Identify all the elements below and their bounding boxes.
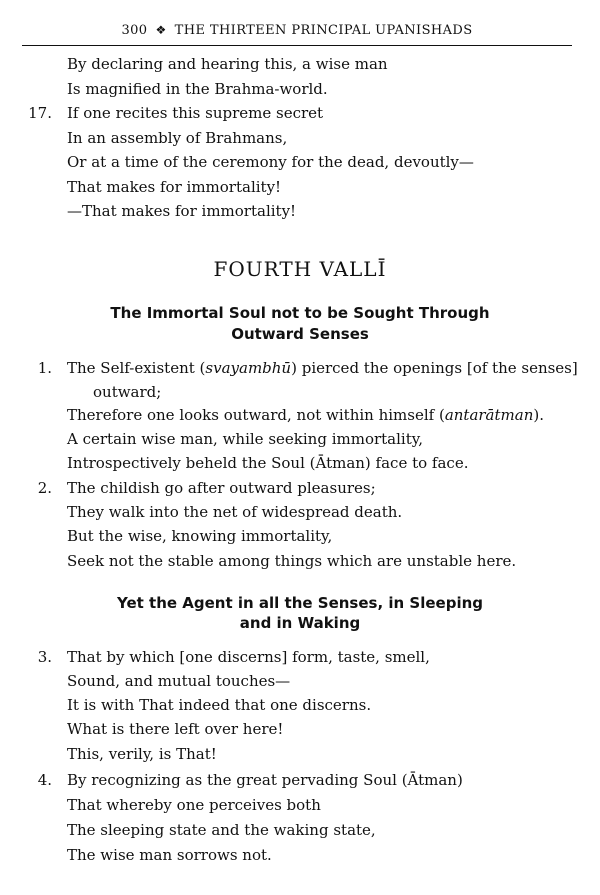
verse-number: 4. bbox=[37, 771, 52, 789]
verse-line: Sound, and mutual touches— bbox=[67, 672, 291, 690]
verse-line: —That makes for immortality! bbox=[67, 202, 297, 220]
verse-line: That whereby one perceives both bbox=[67, 796, 321, 814]
verse-line: They walk into the net of widespread death. bbox=[67, 503, 403, 521]
subheading-line: and in Waking bbox=[239, 614, 361, 632]
subheading-line: Outward Senses bbox=[231, 325, 369, 343]
section-heading: FOURTH VALLĪ bbox=[213, 257, 387, 281]
verse-number: 2. bbox=[37, 479, 52, 497]
verse-line: That by which [one discerns] form, taste, smell, bbox=[67, 648, 430, 666]
verse-number: 17. bbox=[28, 104, 52, 122]
subheading-line: The Immortal Soul not to be Sought Through bbox=[110, 304, 490, 322]
subheading-line: Yet the Agent in all the Senses, in Sleeping bbox=[116, 594, 484, 612]
sanskrit-term: antarātman bbox=[444, 406, 534, 424]
running-header bbox=[22, 23, 572, 46]
verse-line: The childish go after outward pleasures; bbox=[67, 479, 376, 497]
verse-line: If one recites this supreme secret bbox=[67, 104, 324, 122]
verse-line: A certain wise man, while seeking immortality, bbox=[67, 430, 423, 448]
verse-line: The Self-existent (svayambhū) pierced the openings [of the senses] bbox=[67, 359, 578, 377]
verse-number: 1. bbox=[37, 359, 52, 377]
verse-number: 3. bbox=[37, 648, 52, 666]
text-line: Is magnified in the Brahma-world. bbox=[67, 80, 328, 98]
verse-line: Therefore one looks outward, not within himself (antarātman). bbox=[67, 406, 544, 424]
verse-line: But the wise, knowing immortality, bbox=[67, 527, 333, 545]
verse-line: This, verily, is That! bbox=[67, 745, 217, 763]
verse-line: The wise man sorrows not. bbox=[67, 846, 272, 864]
verse-line: By recognizing as the great pervading Soul (Ātman) bbox=[67, 771, 463, 789]
running-title: THE THIRTEEN PRINCIPAL UPANISHADS bbox=[174, 23, 473, 38]
verse-line: Or at a time of the ceremony for the dead, devoutly— bbox=[67, 153, 474, 171]
verse-line: It is with That indeed that one discerns. bbox=[67, 696, 372, 714]
text-line: By declaring and hearing this, a wise man bbox=[67, 55, 388, 73]
verse-line: The sleeping state and the waking state, bbox=[67, 821, 376, 839]
verse-line: That makes for immortality! bbox=[67, 178, 282, 196]
verse-line: Introspectively beheld the Soul (Ātman) face to face. bbox=[67, 454, 469, 472]
verse-line: What is there left over here! bbox=[67, 720, 284, 738]
verse-line: outward; bbox=[93, 383, 162, 401]
ornament-icon: ❖ bbox=[155, 23, 167, 37]
verse-line: In an assembly of Brahmans, bbox=[67, 129, 288, 147]
verse-line: Seek not the stable among things which are unstable here. bbox=[67, 552, 517, 570]
page-number: 300 bbox=[121, 23, 148, 38]
sanskrit-term: svayambhū bbox=[205, 359, 292, 377]
